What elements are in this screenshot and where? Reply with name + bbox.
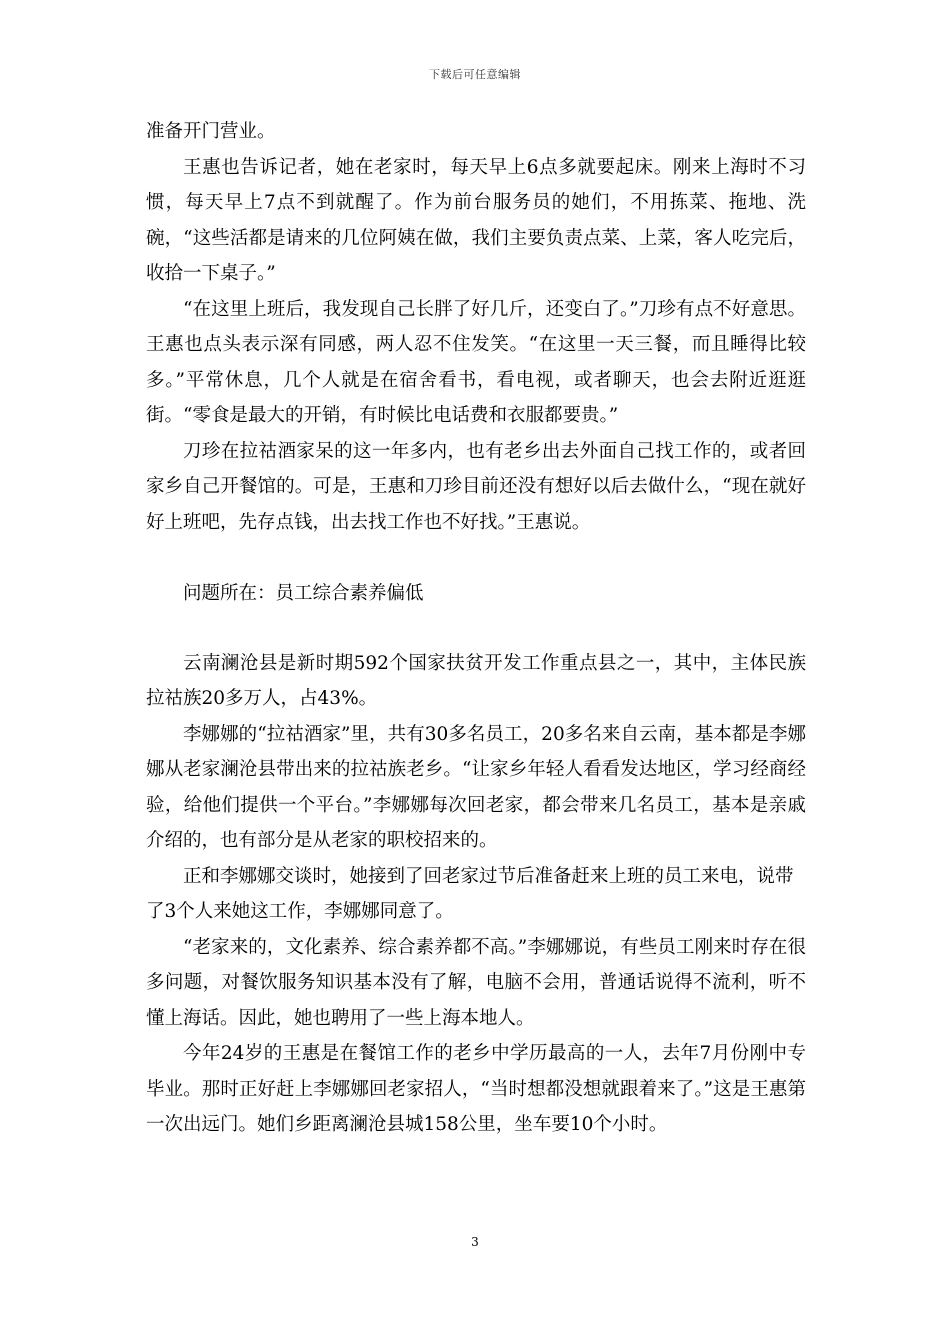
paragraph: 云南澜沧县是新时期592个国家扶贫开发工作重点县之一，其中，主体民族拉祜族20多万人，占43%。 <box>146 652 806 709</box>
page-header: 下载后可任意编辑 <box>429 68 521 81</box>
paragraph: 正和李娜娜交谈时，她接到了回老家过节后准备赶来上班的员工来电，说带了3个人来她这工作，李娜娜同意了。 <box>146 865 794 922</box>
paragraph: 准备开门营业。 <box>146 121 276 142</box>
paragraph: 李娜娜的“拉祜酒家”里，共有30多名员工，20多名来自云南，基本都是李娜娜从老家澜沧县带出来的拉祜族老乡。“让家乡年轻人看看发达地区，学习经商经验，给他们提供一个平台。”李娜娜每次回老家，都会带来几名员工，基本是亲戚介绍的，也有部分是从老家的职校招来的。 <box>146 723 806 851</box>
document-body <box>146 114 806 1143</box>
page-number: 3 <box>471 1235 479 1249</box>
paragraph: 王惠也告诉记者，她在老家时，每天早上6点多就要起床。刚来上海时不习惯，每天早上7点不到就醒了。作为前台服务员的她们，不用拣菜、拖地、洗碗，“这些活都是请来的几位阿姨在做，我们主要负责点菜、上菜，客人吃完后，收拾一下桌子。” <box>146 156 806 284</box>
section-heading: 问题所在：员工综合素养偏低 <box>183 583 424 604</box>
paragraph: 今年24岁的王惠是在餐馆工作的老乡中学历最高的一人，去年7月份刚中专毕业。那时正好赶上李娜娜回老家招人，“当时想都没想就跟着来了。”这是王惠第一次出远门。她们乡距离澜沧县城158公里，坐车要10个小时。 <box>146 1043 806 1135</box>
paragraph: “老家来的，文化素养、综合素养都不高。”李娜娜说，有些员工刚来时存在很多问题，对餐饮服务知识基本没有了解，电脑不会用，普通话说得不流利，听不懂上海话。因此，她也聘用了一些上海本地人。 <box>146 936 806 1029</box>
paragraph: 刀珍在拉祜酒家呆的这一年多内，也有老乡出去外面自己找工作的，或者回家乡自己开餐馆的。可是，王惠和刀珍目前还没有想好以后去做什么，“现在就好好上班吧，先存点钱，出去找工作也不好找。”王惠说。 <box>146 440 806 533</box>
paragraph: “在这里上班后，我发现自己长胖了好几斤，还变白了。”刀珍有点不好意思。王惠也点头表示深有同感，两人忍不住发笑。“在这里一天三餐，而且睡得比较多。”平常休息，几个人就是在宿舍看书，看电视，或者聊天，也会去附近逛逛街。“零食是最大的开销，有时候比电话费和衣服都要贵。” <box>146 298 806 426</box>
